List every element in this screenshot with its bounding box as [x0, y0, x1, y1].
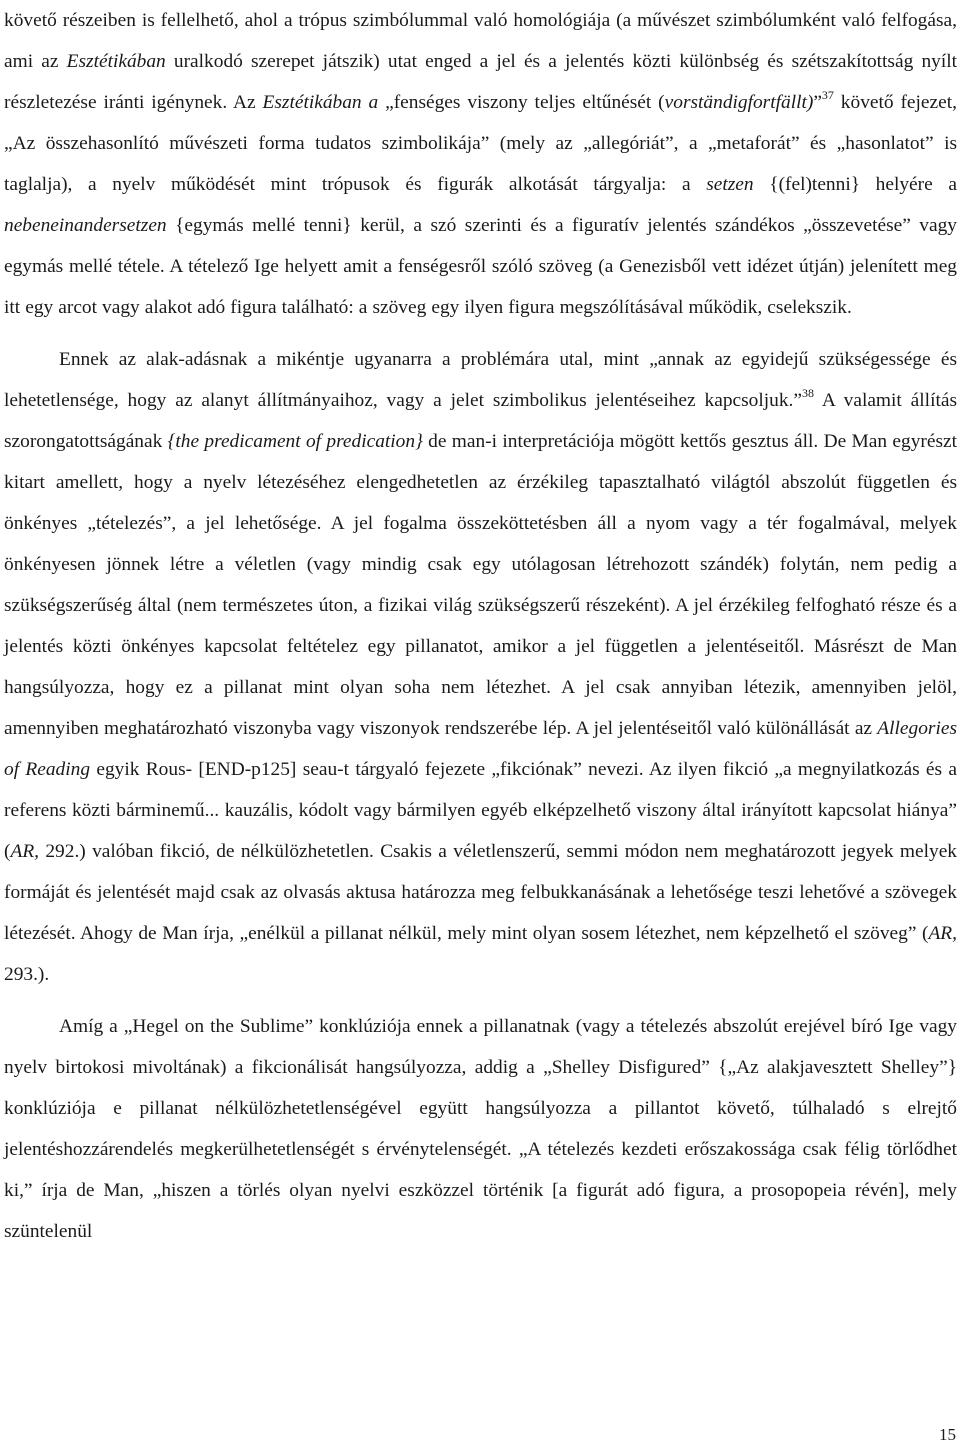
text-run: követő részeiben is fellelhető, ahol a trópus szimbólummal való homológiája (a művészet szimbólumként való felfogása, ami az	[4, 10, 957, 72]
paragraph-3	[4, 1006, 957, 1252]
paragraph-gap	[4, 328, 957, 339]
text-run: {egymás mellé tenni} kerül, a szó szerinti és a figuratív jelentés szándékos „összevetése” vagy egymás mellé tétele. A tételező Ige helyett amit a fenségesről szóló szöveg (a Genezisből vett idézet útján) jelenített meg itt egy arcot vagy alakot adó figura található: a szöveg egy ilyen figura megszólításával működik, cselekszik.	[4, 215, 957, 318]
text-run: „fenséges viszony teljes eltűnését (	[378, 92, 665, 113]
paragraph-1	[4, 0, 957, 328]
text-run: Ennek az alak-adásnak a mikéntje ugyanarra a problémára utal, mint „annak az egyidejű szükségessége és lehetetlensége, hogy az alanyt állítmányaihoz, vagy a jelet szimbolikus jelentéseihez kapcsoljuk.”	[4, 349, 957, 411]
italic-text: Esztétikában	[66, 51, 166, 72]
italic-text: AR,	[928, 923, 957, 944]
italic-text: Esztétikában a	[262, 92, 379, 113]
text-run: Amíg a „Hegel on the Sublime” konklúziója ennek a pillanatnak (vagy a tételezés abszolút erejével bíró Ige vagy nyelv birtokosi mivoltának) a fikcionálisát hangsúlyozza, addig a „Shelley Disfigured” {„Az alakjavesztett Shelley”} konklúziója e pillanat nélkülözhetetlenségével együtt hangsúlyozza a pillantot követő, túlhaladó s elrejtő jelentéshozzárendelés megkerülhetetlenségét s érvénytelenségét. „A tételezés kezdeti erőszakossága csak félig törlődhet ki,” írja de Man, „hiszen a törlés olyan nyelvi eszközzel történik [a figurát adó figura, a prosopopeia révén], mely szüntelenül	[4, 1016, 957, 1242]
italic-text: vorständigfortfällt)	[664, 92, 814, 113]
text-run: egyik Rous- [END-p125] seau-t tárgyaló fejezete „fikciónak” nevezi. Az ilyen fikció „a megnyilatkozás és a referens közti bárminemű... kauzális, kódolt vagy bármilyen egyéb elképzelhető viszony által irányított kapcsolat hiánya” (	[4, 759, 958, 862]
italic-text: {the predicament of predication}	[167, 431, 423, 452]
italic-text: setzen	[706, 174, 754, 195]
italic-text: nebeneinandersetzen	[4, 215, 167, 236]
text-run: A valamit állítás szorongatottságának	[4, 390, 957, 452]
paragraph-2	[4, 339, 957, 995]
text-run: 292.) valóban fikció, de nélkülözhetetlen. Csakis a véletlenszerű, semmi módon nem meghatározott jegyek melyek formáját és jelentését majd csak az olvasás aktusa határozza meg felbukkanásának a lehetősége teszi lehetővé a szövegek létezését. Ahogy de Man írja, „enélkül a pillanat nélkül, mely mint olyan sosem létezhet, nem képzelhető el szöveg” (	[4, 841, 957, 944]
paragraph-gap	[4, 995, 957, 1006]
text-run: követő fejezet, „Az összehasonlító művészeti forma tudatos szimbolikája” (mely az „allegóriát”, a „metaforát” és „hasonlatot” is taglalja), a nyelv működését mint trópusok és figurák alkotását tárgyalja: a	[4, 92, 957, 195]
document-page	[4, 0, 957, 1252]
footnote-reference: 37	[821, 88, 834, 102]
footnote-reference: 38	[802, 386, 814, 400]
text-run: {(fel)tenni} helyére a	[753, 174, 957, 195]
text-run: 293.).	[4, 964, 50, 985]
text-run: de man-i interpretációja mögött kettős gesztus áll. De Man egyrészt kitart amellett, hogy a nyelv létezéséhez elengedhetetlen az érzékileg tapasztalható világtól abszolút független és önkényes „tételezés”, a jel lehetősége. A jel fogalma összeköttetésben áll a nyom vagy a tér fogalmával, melyek önkényesen jönnek létre a véletlen (vagy mindig csak egy utólagosan létrehozott szándék) folytán, nem pedig a szükségszerűség által (nem természetes úton, a fizikai világ szükségszerű részeként). A jel érzékileg felfogható része és a jelentés közti önkényes kapcsolat feltételez egy pillanatot, amikor a jel független a jelentéseitől. Másrészt de Man hangsúlyozza, hogy ez a pillanat mint olyan soha nem létezhet. A jel csak annyiban létezik, amennyiben jelöl, amennyiben meghatározható viszonyba vagy viszonyok rendszerébe lép. A jel jelentéseitől való különállását az	[4, 431, 958, 739]
page-number: 15	[939, 1425, 956, 1444]
text-run: uralkodó szerepet játszik) utat enged a jel és a jelentés közti különbség és szétszakítottság nyílt részletezése iránti igénynek. Az	[4, 51, 957, 113]
text-run: ”	[813, 92, 822, 113]
italic-text: Allegories of Reading	[4, 718, 957, 780]
italic-text: AR,	[10, 841, 40, 862]
